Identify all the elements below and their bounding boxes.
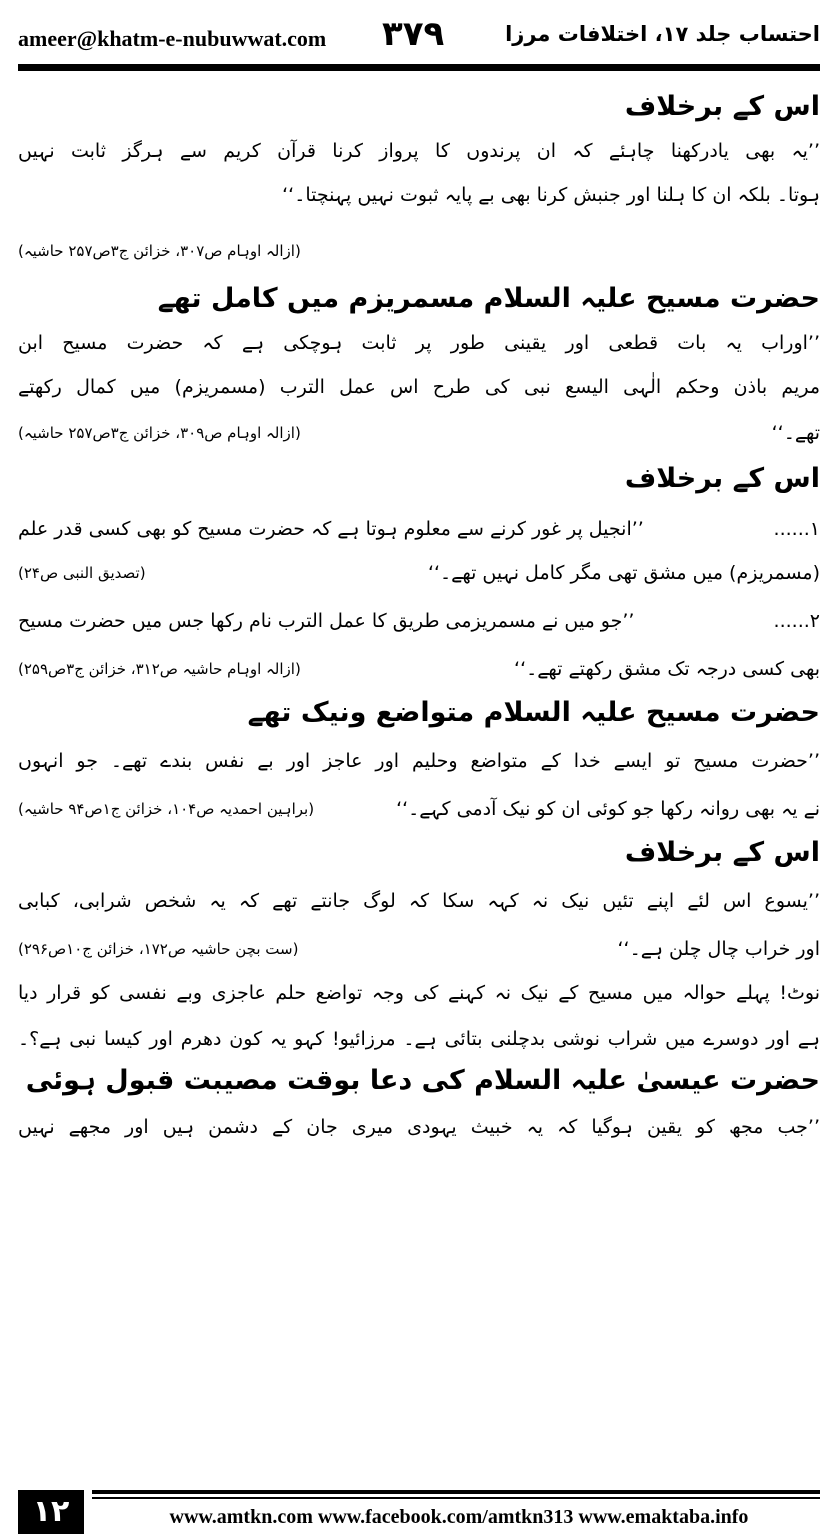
quote-line: ’’یسوع اس لئے اپنے تئیں نیک نہ کہہ سکا کہ لوگ جانتے تھے کہ یہ شخص شرابی، کبابی <box>18 890 820 912</box>
quote-text: تھے۔‘‘ <box>771 422 820 444</box>
quote-line: ہوتا۔ بلکہ ان کا ہلنا اور جنبش کرنا بھی بے پایہ ثبوت نہیں پہنچتا۔‘‘ <box>282 184 820 206</box>
reference-citation: (تصدیق النبی ص۲۴) <box>18 564 146 582</box>
quote-text: ’’جو میں نے مسمریزمی طریق کا عمل الترب نام رکھا جس میں حضرت مسیح <box>18 610 635 632</box>
reference-citation <box>18 234 820 268</box>
quote-line-with-ref <box>18 652 820 686</box>
section-heading: حضرت مسیح علیہ السلام مسمریزم میں کامل تھے <box>157 283 820 314</box>
quote-text: اور خراب چال چلن ہے۔‘‘ <box>617 938 820 960</box>
quote-line-with-ref <box>18 416 820 450</box>
quote-line: ’’جب مجھ کو یقین ہوگیا کہ یہ خبیث یہودی میری جان کے دشمن ہیں اور مجھے نہیں <box>18 1116 820 1138</box>
item-number: ۱...... <box>773 518 820 540</box>
quote-line: مریم باذن وحکم الٰہی الیسع نبی کی طرح اس عمل الترب (مسمریزم) میں کمال رکھتے <box>18 376 820 398</box>
header-book-title: احتساب جلد ۱۷، اختلافات مرزا <box>505 22 820 46</box>
quote-text: بھی کسی درجہ تک مشق رکھتے تھے۔‘‘ <box>514 658 820 680</box>
footer-rule <box>92 1497 820 1499</box>
section-heading: اس کے برخلاف <box>624 91 820 122</box>
quote-text: نے یہ بھی روانہ رکھا جو کوئی ان کو نیک آدمی کہے۔‘‘ <box>396 798 820 820</box>
section-heading: حضرت عیسیٰ علیہ السلام کی دعا بوقت مصیبت قبول ہوئی <box>25 1065 820 1096</box>
header-page-number: ۳۷۹ <box>382 14 445 54</box>
header-email: ameer@khatm-e-nubuwwat.com <box>18 26 327 51</box>
reference-text: (ازالہ اوہام ص۳۰۷، خزائن ج۳ص۲۵۷ حاشیہ) <box>18 242 301 260</box>
quote-line: ’’اوراب یہ بات قطعی اور یقینی طور پر ثابت ہوچکی ہے کہ حضرت مسیح ابن <box>18 332 820 354</box>
quote-line-with-ref <box>18 792 820 826</box>
footer-links: www.amtkn.com www.facebook.com/amtkn313 www.emaktaba.info <box>169 1506 749 1528</box>
note-line: ہے اور دوسرے میں شراب نوشی بدچلنی بتائی ہے۔ مرزائیو! کہو یہ کون دھرم اور کیسا نبی ہے؟۔ <box>18 1028 820 1050</box>
note-line: نوٹ! پہلے حوالہ میں مسیح کے نیک نہ کہنے کی وجہ تواضع حلم عاجزی وبے نفسی کو قرار دیا <box>18 982 820 1004</box>
reference-citation: (ازالہ اوہام حاشیہ ص۳۱۲، خزائن ج۳ص۲۵۹) <box>18 660 301 678</box>
quote-line-with-ref <box>18 932 820 966</box>
footer-page-number: ۱۲ <box>18 1490 84 1534</box>
reference-citation: (براہین احمدیہ ص۱۰۴، خزائن ج۱ص۹۴ حاشیہ) <box>18 800 315 818</box>
quote-line: ’’حضرت مسیح تو ایسے خدا کے متواضع وحلیم اور عاجز اور بے نفس بندے تھے۔ جو انہوں <box>18 750 820 772</box>
quote-text: ’’انجیل پر غور کرنے سے معلوم ہوتا ہے کہ حضرت مسیح کو بھی کسی قدر علم <box>18 518 644 540</box>
section-heading: اس کے برخلاف <box>624 837 820 868</box>
quote-line-with-ref <box>18 556 820 590</box>
reference-citation: (ست بچن حاشیہ ص۱۷۲، خزائن ج۱۰ص۲۹۶) <box>18 940 299 958</box>
reference-citation: (ازالہ اوہام ص۳۰۹، خزائن ج۳ص۲۵۷ حاشیہ) <box>18 424 301 442</box>
numbered-quote-line <box>18 512 820 546</box>
numbered-quote-line <box>18 604 820 638</box>
quote-line: ’’یہ بھی یادرکھنا چاہئے کہ ان پرندوں کا پرواز کرنا قرآن کریم سے ہرگز ثابت نہیں <box>18 140 820 162</box>
section-heading: اس کے برخلاف <box>624 463 820 494</box>
section-heading: حضرت مسیح علیہ السلام متواضع ونیک تھے <box>247 697 820 728</box>
footer-rule <box>92 1490 820 1494</box>
header-rule <box>18 64 820 71</box>
quote-text: (مسمریزم) میں مشق تھی مگر کامل نہیں تھے۔‘‘ <box>427 562 820 584</box>
item-number: ۲...... <box>773 610 820 632</box>
